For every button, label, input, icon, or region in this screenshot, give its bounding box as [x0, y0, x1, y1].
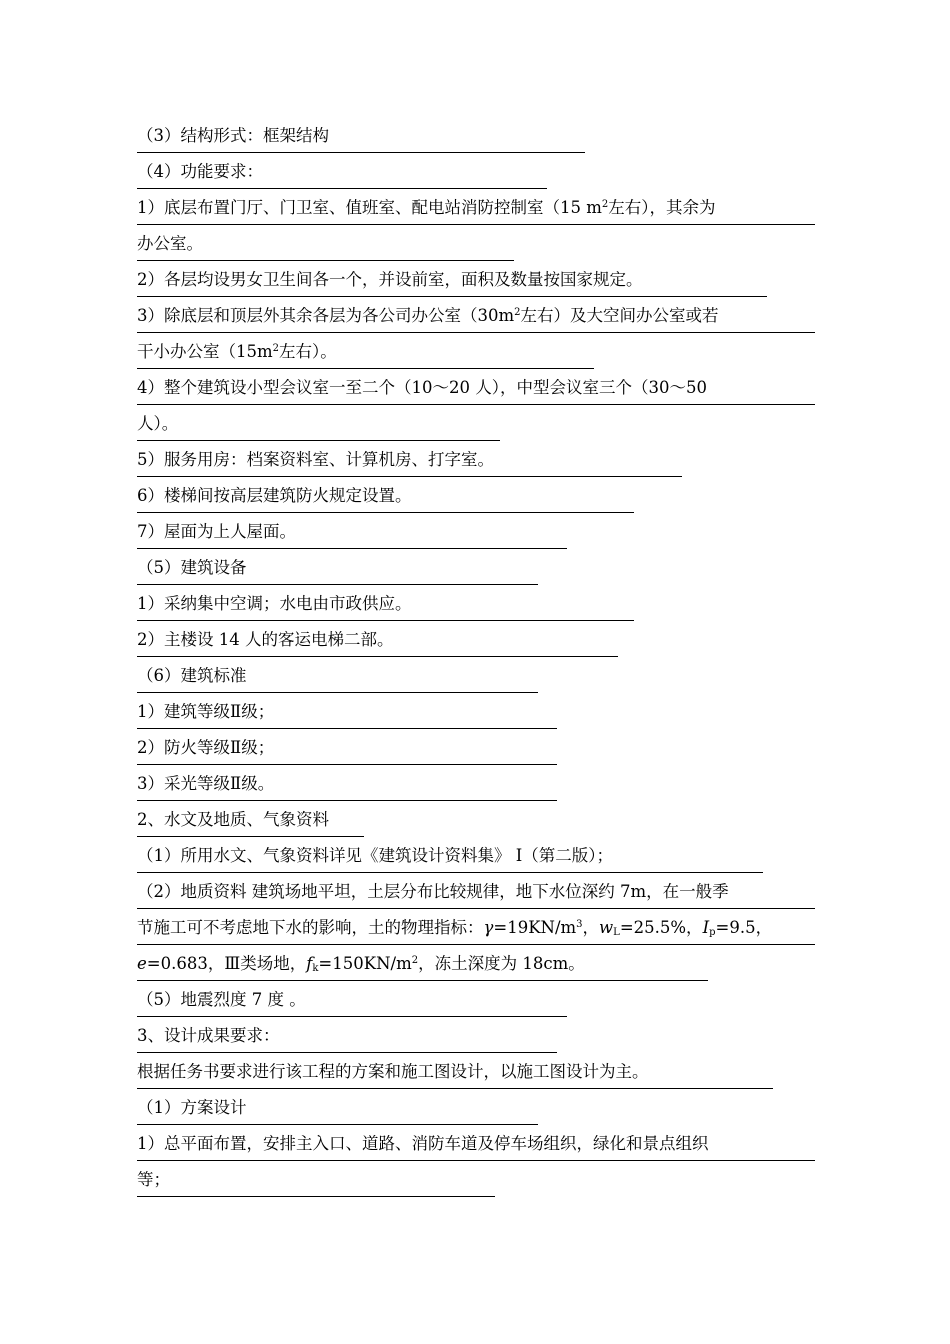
design-deliverables-line: 根据任务书要求进行该工程的方案和施工图设计，以施工图设计为主。 [137, 1055, 773, 1089]
requirement-1-line-2: 办公室。 [137, 227, 514, 261]
structure-form-line: （3）结构形式：框架结构 [137, 119, 585, 153]
geology-data-line-2: 节施工可不考虑地下水的影响，土的物理指标：$\gamma=19KN/m^3$，$w_L=25.5\%$，$I_p=9.5$， [137, 911, 815, 945]
equipment-2-line: 2）主楼设 14 人的客运电梯二部。 [137, 623, 618, 657]
building-equipment-heading: （5）建筑设备 [137, 551, 538, 585]
geology-data-line-1: （2）地质资料 建筑场地平坦，土层分布比较规律，地下水位深约 7m，在一般季 [137, 875, 815, 909]
standard-2-line: 2）防火等级Ⅱ级； [137, 731, 557, 765]
hydro-data-line: （1）所用水文、气象资料详见《建筑设计资料集》 Ⅰ（第二版）； [137, 839, 763, 873]
standard-1-line: 1）建筑等级Ⅱ级； [137, 695, 557, 729]
requirement-3-line-2: 干小办公室（$15m^2$左右）。 [137, 335, 594, 369]
requirement-1-line-1: 1）底层布置门厅、门卫室、值班室、配电站消防控制室（15 $m^2$左右），其余为 [137, 191, 815, 225]
scheme-design-heading: （1）方案设计 [137, 1091, 538, 1125]
standard-3-line: 3）采光等级Ⅱ级。 [137, 767, 557, 801]
scheme-1-line-1: 1）总平面布置，安排主入口、道路、消防车道及停车场组织，绿化和景点组织 [137, 1127, 815, 1161]
requirement-6-line: 6）楼梯间按高层建筑防火规定设置。 [137, 479, 634, 513]
scheme-1-line-2: 等； [137, 1163, 495, 1197]
function-requirements-heading: （4）功能要求： [137, 155, 547, 189]
equipment-1-line: 1）采纳集中空调；水电由市政供应。 [137, 587, 634, 621]
requirement-5-line: 5）服务用房：档案资料室、计算机房、打字室。 [137, 443, 682, 477]
design-deliverables-heading: 3、设计成果要求： [137, 1019, 557, 1053]
geology-data-line-3: e=0.683，Ⅲ类场地，$f_k=150KN/m^2$，冻土深度为 18cm。 [137, 947, 708, 981]
requirement-7-line: 7）屋面为上人屋面。 [137, 515, 567, 549]
seismic-intensity-line: （5）地震烈度 7 度 。 [137, 983, 567, 1017]
requirement-4-line-1: 4）整个建筑设小型会议室一至二个（10～20 人），中型会议室三个（30～50 [137, 371, 815, 405]
requirement-3-line-1: 3）除底层和顶层外其余各层为各公司办公室（$30m^2$左右）及大空间办公室或若 [137, 299, 815, 333]
hydro-geology-heading: 2、水文及地质、气象资料 [137, 803, 364, 837]
requirement-2-line: 2）各层均设男女卫生间各一个，并设前室，面积及数量按国家规定。 [137, 263, 767, 297]
building-standard-heading: （6）建筑标准 [137, 659, 538, 693]
requirement-4-line-2: 人）。 [137, 407, 500, 441]
